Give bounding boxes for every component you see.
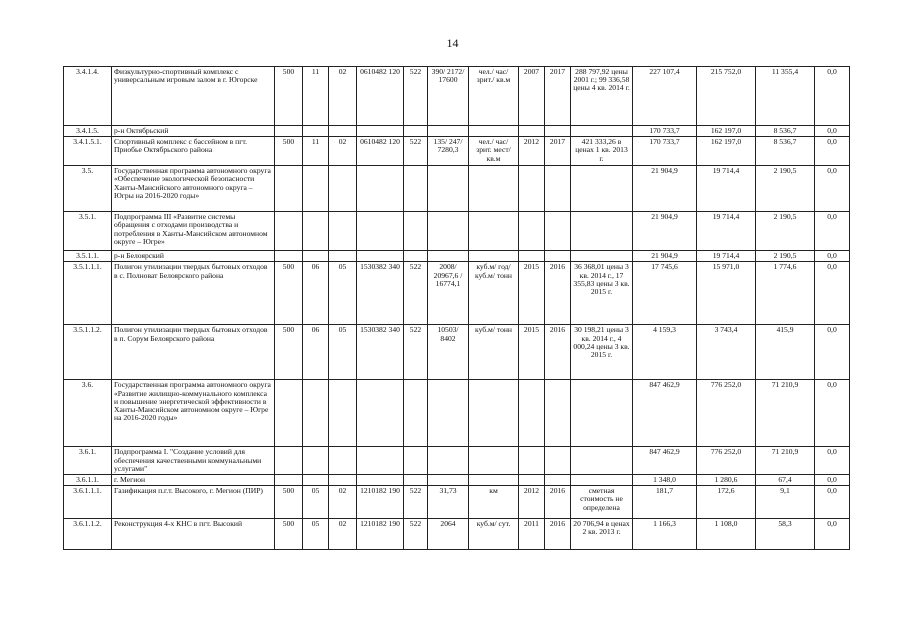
row-other-sources: 0,0 — [815, 251, 850, 262]
row-unit — [469, 251, 519, 262]
row-code: 3.6.1. — [64, 447, 112, 475]
row-code: 3.6.1.1. — [64, 474, 112, 485]
row-end-year: 2017 — [545, 67, 571, 126]
row-other-sources: 0,0 — [815, 519, 850, 550]
row-ministry-code — [275, 212, 303, 251]
row-section-code: 05 — [303, 486, 329, 519]
row-subsection-code — [329, 447, 357, 475]
table-row — [64, 486, 850, 519]
row-expense-type: 522 — [404, 519, 428, 550]
row-end-year — [545, 380, 571, 447]
row-subsection-code: 05 — [329, 262, 357, 325]
row-other-sources: 0,0 — [815, 262, 850, 325]
row-local-budget: 11 355,4 — [756, 67, 815, 126]
row-estimated-cost: 288 797,92 цены 2001 г.; 99 336,58 цены 4 кв. 2014 г. — [571, 67, 633, 126]
row-target-article: 0610482 120 — [357, 137, 404, 166]
row-end-year: 2017 — [545, 137, 571, 166]
row-name: Подпрограмма I. "Создание условий для обеспечения качественными коммунальными услугами" — [112, 447, 275, 475]
row-section-code: 11 — [303, 67, 329, 126]
row-estimated-cost: 36 368,01 цены 3 кв. 2014 г., 17 355,83 цены 3 кв. 2015 г. — [571, 262, 633, 325]
row-expense-type: 522 — [404, 325, 428, 380]
row-other-sources: 0,0 — [815, 67, 850, 126]
row-subsection-code — [329, 380, 357, 447]
row-name: Подпрограмма III «Развитие системы обращения с отходами производства и потребления в Ханты-Мансийском автономном округе – Югре» — [112, 212, 275, 251]
row-expense-type: 522 — [404, 67, 428, 126]
row-start-year — [519, 212, 545, 251]
table-row — [64, 519, 850, 550]
row-unit: км — [469, 486, 519, 519]
row-estimated-cost — [571, 212, 633, 251]
row-start-year: 2012 — [519, 486, 545, 519]
row-name: Государственная программа автономного округа «Развитие жилищно-коммунального комплекса и повышение энергетической эффективности в Ханты-Мансийском автономном округе – Югре на 2016-2020 годы» — [112, 380, 275, 447]
table-row — [64, 251, 850, 262]
row-code: 3.5.1.1.1. — [64, 262, 112, 325]
row-expense-type: 522 — [404, 262, 428, 325]
row-code: 3.4.1.5. — [64, 126, 112, 137]
row-target-article: 0610482 120 — [357, 67, 404, 126]
row-end-year: 2016 — [545, 325, 571, 380]
row-start-year — [519, 447, 545, 475]
row-target-article — [357, 166, 404, 212]
row-code: 3.6. — [64, 380, 112, 447]
row-start-year — [519, 251, 545, 262]
row-estimated-cost — [571, 474, 633, 485]
row-capacity — [428, 126, 469, 137]
row-end-year — [545, 251, 571, 262]
row-ministry-code — [275, 380, 303, 447]
row-capacity — [428, 212, 469, 251]
row-subsection-code: 02 — [329, 519, 357, 550]
row-total: 227 107,4 — [633, 67, 697, 126]
row-local-budget: 71 210,9 — [756, 447, 815, 475]
row-estimated-cost — [571, 251, 633, 262]
row-total: 847 462,9 — [633, 447, 697, 475]
row-target-article: 1530382 340 — [357, 262, 404, 325]
row-local-budget: 2 190,5 — [756, 166, 815, 212]
row-other-sources: 0,0 — [815, 447, 850, 475]
row-target-article: 1210182 190 — [357, 519, 404, 550]
row-total: 21 904,9 — [633, 166, 697, 212]
row-section-code — [303, 380, 329, 447]
row-subsection-code: 02 — [329, 137, 357, 166]
row-district-budget: 172,6 — [697, 486, 756, 519]
row-name: Полигон утилизации твердых бытовых отходов в п. Сорум Белоярского района — [112, 325, 275, 380]
row-ministry-code: 500 — [275, 137, 303, 166]
row-capacity: 135/ 247/ 7280,3 — [428, 137, 469, 166]
row-estimated-cost: сметная стоимость не определена — [571, 486, 633, 519]
row-subsection-code: 02 — [329, 486, 357, 519]
row-unit — [469, 126, 519, 137]
row-capacity — [428, 166, 469, 212]
row-unit: чел./ час/ зрит. мест/ кв.м — [469, 137, 519, 166]
row-other-sources: 0,0 — [815, 474, 850, 485]
table-row — [64, 166, 850, 212]
row-end-year — [545, 474, 571, 485]
table-row — [64, 325, 850, 380]
row-end-year: 2016 — [545, 262, 571, 325]
table-row — [64, 474, 850, 485]
row-ministry-code — [275, 251, 303, 262]
row-estimated-cost: 20 706,94 в ценах 2 кв. 2013 г. — [571, 519, 633, 550]
row-code: 3.4.1.5.1. — [64, 137, 112, 166]
row-expense-type — [404, 212, 428, 251]
row-other-sources: 0,0 — [815, 212, 850, 251]
row-capacity: 2064 — [428, 519, 469, 550]
row-local-budget: 2 190,5 — [756, 251, 815, 262]
table-row — [64, 126, 850, 137]
row-ministry-code: 500 — [275, 486, 303, 519]
budget-table — [63, 66, 850, 550]
row-expense-type — [404, 447, 428, 475]
row-name: р-н Белоярский — [112, 251, 275, 262]
row-target-article — [357, 474, 404, 485]
row-code: 3.4.1.4. — [64, 67, 112, 126]
row-subsection-code: 02 — [329, 67, 357, 126]
row-estimated-cost: 30 198,21 цены 3 кв. 2014 г., 4 000,24 цены 3 кв. 2015 г. — [571, 325, 633, 380]
row-unit — [469, 166, 519, 212]
row-target-article — [357, 251, 404, 262]
row-capacity — [428, 251, 469, 262]
row-target-article — [357, 126, 404, 137]
row-estimated-cost — [571, 166, 633, 212]
row-end-year: 2016 — [545, 486, 571, 519]
row-section-code — [303, 166, 329, 212]
row-ministry-code: 500 — [275, 325, 303, 380]
row-unit — [469, 474, 519, 485]
row-capacity — [428, 474, 469, 485]
row-local-budget: 2 190,5 — [756, 212, 815, 251]
row-name: Газификация п.г.т. Высокого, г. Мегион (ПИР) — [112, 486, 275, 519]
row-ministry-code: 500 — [275, 262, 303, 325]
row-total: 847 462,9 — [633, 380, 697, 447]
row-total: 170 733,7 — [633, 137, 697, 166]
row-section-code: 05 — [303, 519, 329, 550]
row-other-sources: 0,0 — [815, 486, 850, 519]
row-name: Физкультурно-спортивный комплекс с универсальным игровым залом в г. Югорске — [112, 67, 275, 126]
row-start-year: 2015 — [519, 325, 545, 380]
row-district-budget: 215 752,0 — [697, 67, 756, 126]
page-number: 14 — [446, 36, 459, 50]
row-start-year: 2012 — [519, 137, 545, 166]
row-code: 3.5.1. — [64, 212, 112, 251]
row-estimated-cost — [571, 447, 633, 475]
table-body — [64, 67, 850, 550]
row-start-year: 2011 — [519, 519, 545, 550]
row-expense-type — [404, 126, 428, 137]
row-target-article — [357, 447, 404, 475]
row-start-year: 2007 — [519, 67, 545, 126]
row-start-year — [519, 474, 545, 485]
table-row — [64, 380, 850, 447]
row-section-code — [303, 126, 329, 137]
row-unit: куб.м/ сут. — [469, 519, 519, 550]
table-row — [64, 137, 850, 166]
row-ministry-code — [275, 166, 303, 212]
row-unit — [469, 447, 519, 475]
row-ministry-code: 500 — [275, 519, 303, 550]
row-capacity: 390/ 2172/ 17600 — [428, 67, 469, 126]
row-end-year: 2016 — [545, 519, 571, 550]
row-subsection-code — [329, 166, 357, 212]
row-end-year — [545, 126, 571, 137]
row-local-budget: 58,3 — [756, 519, 815, 550]
row-total: 1 166,3 — [633, 519, 697, 550]
row-code: 3.6.1.1.1. — [64, 486, 112, 519]
row-estimated-cost — [571, 126, 633, 137]
row-end-year — [545, 212, 571, 251]
row-code: 3.6.1.1.2. — [64, 519, 112, 550]
row-section-code — [303, 474, 329, 485]
row-section-code: 11 — [303, 137, 329, 166]
row-total: 1 348,0 — [633, 474, 697, 485]
row-unit: чел./ час/ зрит./ кв.м — [469, 67, 519, 126]
row-district-budget: 15 971,0 — [697, 262, 756, 325]
row-expense-type — [404, 251, 428, 262]
row-subsection-code — [329, 126, 357, 137]
row-district-budget: 19 714,4 — [697, 212, 756, 251]
row-local-budget: 9,1 — [756, 486, 815, 519]
row-local-budget: 415,9 — [756, 325, 815, 380]
row-total: 21 904,9 — [633, 212, 697, 251]
row-ministry-code: 500 — [275, 67, 303, 126]
row-district-budget: 162 197,0 — [697, 137, 756, 166]
row-expense-type — [404, 474, 428, 485]
row-other-sources: 0,0 — [815, 325, 850, 380]
row-total: 21 904,9 — [633, 251, 697, 262]
row-target-article: 1210182 190 — [357, 486, 404, 519]
row-estimated-cost: 421 333,26 в ценах 1 кв. 2013 г. — [571, 137, 633, 166]
row-end-year — [545, 166, 571, 212]
row-other-sources: 0,0 — [815, 126, 850, 137]
table-row — [64, 67, 850, 126]
row-name: р-н Октябрьский — [112, 126, 275, 137]
row-capacity — [428, 380, 469, 447]
row-subsection-code — [329, 474, 357, 485]
row-end-year — [545, 447, 571, 475]
row-section-code — [303, 447, 329, 475]
row-capacity: 10503/ 8402 — [428, 325, 469, 380]
row-district-budget: 19 714,4 — [697, 166, 756, 212]
row-code: 3.5. — [64, 166, 112, 212]
row-expense-type: 522 — [404, 486, 428, 519]
row-ministry-code — [275, 126, 303, 137]
row-section-code — [303, 251, 329, 262]
row-subsection-code — [329, 251, 357, 262]
row-code: 3.5.1.1. — [64, 251, 112, 262]
row-unit: куб.м/ год/ куб.м/ тонн — [469, 262, 519, 325]
row-expense-type: 522 — [404, 137, 428, 166]
row-name: Полигон утилизации твердых бытовых отходов в с. Полноват Белоярского района — [112, 262, 275, 325]
row-unit — [469, 380, 519, 447]
row-total: 4 159,3 — [633, 325, 697, 380]
row-ministry-code — [275, 447, 303, 475]
table-row — [64, 447, 850, 475]
row-district-budget: 1 108,0 — [697, 519, 756, 550]
row-district-budget: 3 743,4 — [697, 325, 756, 380]
row-capacity — [428, 447, 469, 475]
row-target-article — [357, 212, 404, 251]
row-capacity: 31,73 — [428, 486, 469, 519]
row-total: 170 733,7 — [633, 126, 697, 137]
row-start-year — [519, 166, 545, 212]
row-district-budget: 19 714,4 — [697, 251, 756, 262]
row-code: 3.5.1.1.2. — [64, 325, 112, 380]
row-start-year: 2015 — [519, 262, 545, 325]
row-target-article: 1530382 340 — [357, 325, 404, 380]
table-row — [64, 212, 850, 251]
row-unit — [469, 212, 519, 251]
row-estimated-cost — [571, 380, 633, 447]
row-other-sources: 0,0 — [815, 380, 850, 447]
row-name: г. Мегион — [112, 474, 275, 485]
row-local-budget: 71 210,9 — [756, 380, 815, 447]
row-target-article — [357, 380, 404, 447]
row-section-code: 06 — [303, 325, 329, 380]
row-other-sources: 0,0 — [815, 137, 850, 166]
row-district-budget: 1 280,6 — [697, 474, 756, 485]
row-local-budget: 1 774,6 — [756, 262, 815, 325]
row-start-year — [519, 126, 545, 137]
row-name: Реконструкция 4-х КНС в пгт. Высокий — [112, 519, 275, 550]
row-local-budget: 8 536,7 — [756, 126, 815, 137]
row-expense-type — [404, 380, 428, 447]
row-start-year — [519, 380, 545, 447]
table-row — [64, 262, 850, 325]
row-name: Спортивный комплекс с бассейном в пгт. Приобье Октябрьского района — [112, 137, 275, 166]
row-subsection-code — [329, 212, 357, 251]
row-local-budget: 8 536,7 — [756, 137, 815, 166]
row-total: 181,7 — [633, 486, 697, 519]
row-section-code — [303, 212, 329, 251]
row-ministry-code — [275, 474, 303, 485]
row-district-budget: 776 252,0 — [697, 380, 756, 447]
row-other-sources: 0,0 — [815, 166, 850, 212]
row-local-budget: 67,4 — [756, 474, 815, 485]
row-subsection-code: 05 — [329, 325, 357, 380]
row-total: 17 745,6 — [633, 262, 697, 325]
row-name: Государственная программа автономного округа «Обеспечение экологической безопасности Ханты-Мансийского автономного округа – Югры на 2016-2020 годы» — [112, 166, 275, 212]
row-district-budget: 162 197,0 — [697, 126, 756, 137]
row-section-code: 06 — [303, 262, 329, 325]
row-expense-type — [404, 166, 428, 212]
row-unit: куб.м/ тонн — [469, 325, 519, 380]
row-district-budget: 776 252,0 — [697, 447, 756, 475]
row-capacity: 2008/ 20967,6 / 16774,1 — [428, 262, 469, 325]
